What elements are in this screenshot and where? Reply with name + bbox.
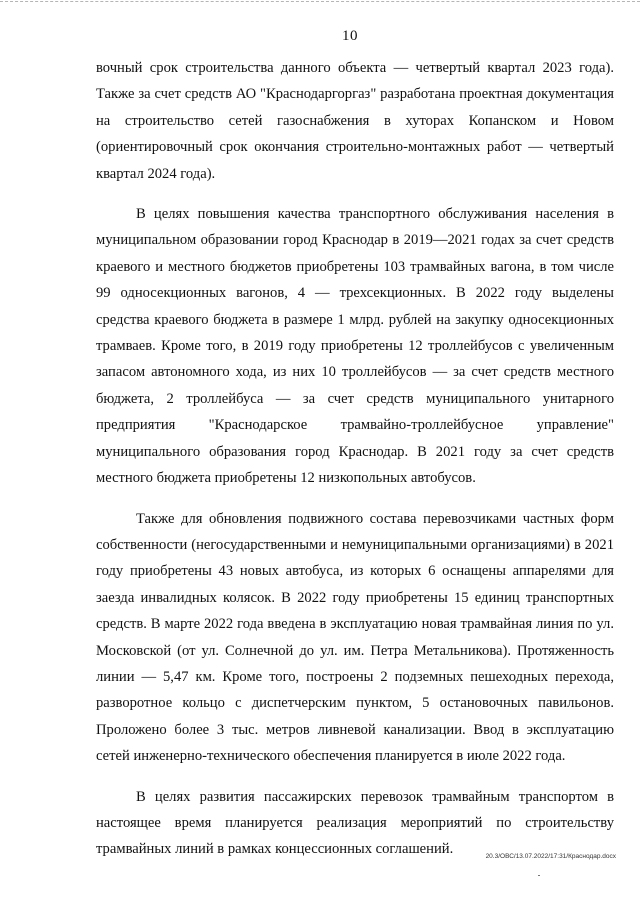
paragraph-private-carriers: Также для обновления подвижного состава перевозчиками частных форм собственности (негосударственными и немуниципальными организациями) в 2021 году приобретены 43 новых автобуса, из которых 6 оснащены аппарелями для заезда инвалидных колясок. В 2022 году приобретены 15 единиц транспортных средств. В марте 2022 года введена в эксплуатацию новая трамвайная линия по ул. Московской (от ул. Солнечной до ул. им. Петра Метальникова). Протяженность линии — 5,47 км. Кроме того, построены 2 подземных пешеходных перехода, разворотное кольцо с диспетчерским пунктом, 5 остановочных павильонов. Проложено более 3 тыс. метров ливневой канализации. Ввод в эксплуатацию сетей инженерно-технического обеспечения планируется в июле 2022 года. xyxy=(96,510,614,765)
paragraph-continued: вочный срок строительства данного объекта — четвертый квартал 2023 года). Также за счет средств АО "Краснодаргоргаз" разработана проектная документация на строительство сетей газоснабжения в хуторах Копанском и Новом (ориентировочный срок окончания строительно-монтажных работ — четвертый квартал 2024 года). xyxy=(96,60,614,182)
document-footer-code: 20.3/ОВС/13.07.2022/17:31/Краснодар.docx xyxy=(485,853,616,860)
page-number: 10 xyxy=(342,28,358,44)
document-body xyxy=(96,55,614,877)
paragraph-transport-fleet: В целях повышения качества транспортного обслуживания населения в муниципальном образовании город Краснодар в 2019—2021 годах за счет средств краевого и местного бюджетов приобретены 103 трамвайных вагона, в том числе 99 односекционных вагонов, 4 — трехсекционных. В 2022 году выделены средства краевого бюджета в размере 1 млрд. рублей на закупку односекционных трамваев. Кроме того, в 2019 году приобретены 12 троллейбусов с увеличенным запасом автономного хода, из них 10 троллейбусов — за счет средств местного бюджета, 2 троллейбуса — за счет средств муниципального унитарного предприятия "Краснодарское трамвайно-троллейбусное управление" муниципального образования город Краснодар. В 2021 году за счет средств местного бюджета приобретены 12 низкопольных автобусов. xyxy=(96,206,614,487)
scan-artifact xyxy=(538,875,540,876)
paragraph-tram-concessions: В целях развития пассажирских перевозок трамвайным транспортом в настоящее время планируется реализация мероприятий по строительству трамвайных линий в рамках концессионных соглашений. xyxy=(96,788,614,858)
scan-top-edge xyxy=(0,1,640,2)
